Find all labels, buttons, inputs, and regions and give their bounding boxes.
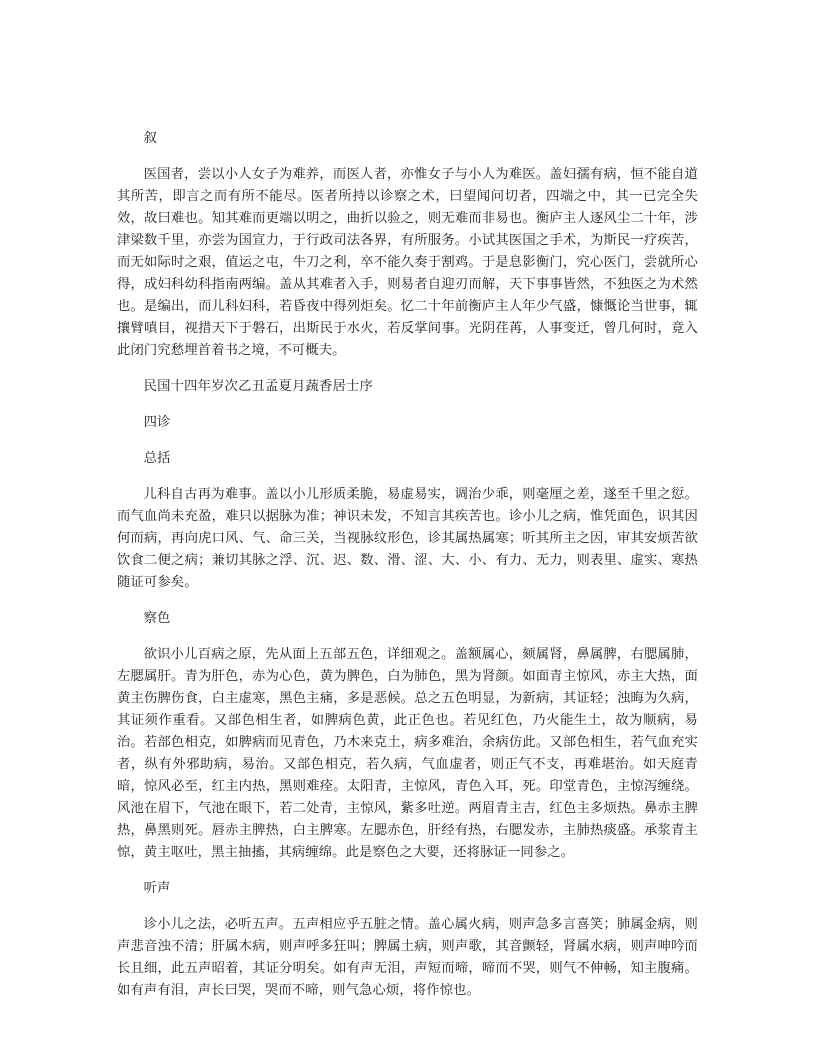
- heading-sizhen: 四诊: [143, 415, 171, 430]
- paragraph-xu-body: 医国者，尝以小人女子为难养，而医人者，亦惟女子与小人为难医。盖妇孺有病，恒不能自道其所苦，即言之而有所不能尽。医者所持以诊察之术，曰望闻问切者，四端之中，其一已完全失效，故曰难也。知其难而更端以明之，曲折以验之，则无难而非易也。衡庐主人逐风尘二十年，涉津梁数千里，亦尝为国宣力，于行政司法各界，有所服务。小试其医国之手术，为斯民一疗疾苦，而无如际时之艰，值运之屯，牛刀之利，卒不能久奏于割鸡。于是息影衡门，究心医门，尝就所心得，成妇科幼科指南两编。盖从其难者入手，则易者自迎刃而解，天下事事皆然，不独医之为术然也。是编出，而儿科妇科，若昏夜中得列炬矣。忆二十年前衡庐主人年少气盛，慷慨论当世事，辄攘臂嗔目，视措天下于磐石，出斯民于水火，若反掌间事。光阴荏苒，人事变迁，曾几何时，竟入此闭门究愁埋首着书之境，不可概夫。: [117, 167, 698, 358]
- paragraph-tingsheng-body: 诊小儿之法，必听五声。五声相应乎五脏之情。盖心属火病，则声急多言喜笑；肺属金病，则声悲音浊不清；肝属木病，则声呼多狂叫；脾属土病，则声歌，其音颤轻，肾属水病，则声呻吟而长且细，此五声昭着，其证分明矣。如有声无泪，声短而啼，啼而不哭，则气不伸畅，知主腹痛。如有声有泪，声长曰哭，哭而不啼，则气急心烦，将作惊也。: [117, 917, 698, 998]
- paragraph-zongkuo-body: 儿科自古再为难事。盖以小儿形质柔脆，易虚易实，调治少乖，则毫厘之差，遂至千里之愆。而气血尚未充盈，难只以据脉为准；神识未发，不知言其疾苦也。诊小儿之病，惟凭面色，识其因何而病，再向虎口风、气、命三关，当视脉纹形色，诊其属热属寒；听其所主之因，审其安烦苦欲饮食二便之病；兼切其脉之浮、沉、迟、数、滑、涩、大、小、有力、无力，则表里、虚实、寒热随证可参矣。: [117, 487, 698, 590]
- heading-chase: 察色: [143, 611, 171, 626]
- heading-tingsheng: 听声: [143, 881, 171, 896]
- heading-xu: 叙: [143, 131, 158, 146]
- paragraph-chase-body: 欲识小儿百病之原，先从面上五部五色，详细观之。盖额属心，颏属肾，鼻属脾，右腮属肺，左腮属肝。青为肝色，赤为心色，黄为脾色，白为肺色，黑为肾颜。如面青主惊风，赤主大热，面黄主伤脾伤食，白主虚寒，黑色主痛，多是恶候。总之五色明显，为新病，其证轻；浊晦为久病，其证须作重看。又部色相生者，如脾病色黄，此正色也。若见红色，乃火能生土，故为顺病，易治。若部色相克，如脾病而见青色，乃木来克土，病多难治，余病仿此。又部色相生，若气血充实者，纵有外邪助病，易治。又部色相克，若久病，气血虚者，则正气不支，再难堪治。如天庭青暗，惊风必至，红主内热，黑则难痊。太阳青，主惊风，青色入耳，死。印堂青色，主惊泻缠绕。风池在眉下，气池在眼下，若二处青，主惊风，紫多吐逆。两眉青主吉，红色主多烦热。鼻赤主脾热，鼻黑则死。唇赤主脾热，白主脾寒。左腮赤色，肝经有热，右腮发赤，主肺热痰盛。承浆青主惊，黄主呕吐，黑主抽搐，其病缠绵。此是察色之大要，还将脉证一同参之。: [117, 647, 698, 860]
- heading-signature: 民国十四年岁次乙丑孟夏月蔬香居士序: [143, 379, 374, 394]
- document-text-column: [117, 128, 698, 1002]
- heading-zongkuo: 总括: [143, 451, 171, 466]
